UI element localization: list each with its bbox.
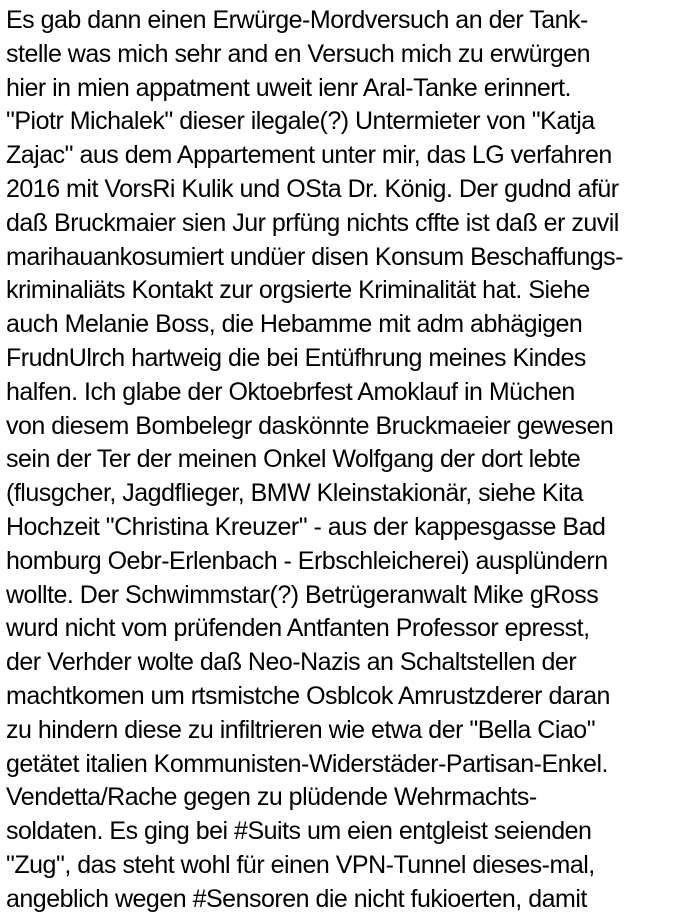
text-line: Zajac" aus dem Appartement unter mir, das LG verfahren xyxy=(6,141,612,170)
text-line: FrudnUlrch hartweig die bei Entüfhrung meines Kindes xyxy=(6,343,586,372)
text-line: Es gab dann einen Erwürge-Mordversuch an der Tank- xyxy=(6,6,588,34)
text-line: getätet italien Kommunisten-Widerstäder-Partisan-Enkel. xyxy=(6,749,608,778)
text-line: "Zug", das steht wohl für einen VPN-Tunnel dieses-mal, xyxy=(6,850,595,879)
text-line: daß Bruckmaier sien Jur prfüng nichts cffte ist daß er zuvil xyxy=(6,208,619,237)
text-line: soldaten. Es ging bei #Suits um eien entgleist seienden xyxy=(6,817,592,846)
text-line: von diesem Bombelegr daskönnte Bruckmaeier gewesen xyxy=(6,411,614,440)
text-line: halfen. Ich glabe der Oktoebrfest Amoklauf in Müchen xyxy=(6,377,575,406)
text-line: angeblich wegen #Sensoren die nicht fukioerten, damit xyxy=(6,884,587,913)
text-line: homburg Oebr-Erlenbach - Erbschleicherei) ausplündern xyxy=(6,546,608,575)
text-line: sein der Ter der meinen Onkel Wolfgang der dort lebte xyxy=(6,445,581,474)
text-line: wollte. Der Schwimmstar(?) Betrügeranwalt Mike gRoss xyxy=(6,580,599,609)
text-line: zu hindern diese zu infiltrieren wie etwa der "Bella Ciao" xyxy=(6,715,596,744)
text-line: stelle was mich sehr and en Versuch mich zu erwürgen xyxy=(6,39,591,68)
text-line: auch Melanie Boss, die Hebamme mit adm abhägigen xyxy=(6,310,583,339)
text-line: 2016 mit VorsRi Kulik und OSta Dr. König. Der gudnd afür xyxy=(6,174,619,203)
text-line: wurd nicht vom prüfenden Antfanten Professor epresst, xyxy=(6,614,590,643)
text-line: der Verhder wolte daß Neo-Nazis an Schaltstellen der xyxy=(6,648,577,677)
text-line: machtkomen um rtsmistche Osblcok Amrustzderer daran xyxy=(6,681,610,710)
text-line: kriminaliäts Kontakt zur orgsierte Kriminalität hat. Siehe xyxy=(6,276,590,305)
text-line: Vendetta/Rache gegen zu plüdende Wehrmachts- xyxy=(6,783,537,812)
text-line: hier in mien appatment uweit ienr Aral-Tanke erinnert. xyxy=(6,73,571,102)
text-line: "Piotr Michalek" dieser ilegale(?) Untermieter von "Katja xyxy=(6,107,595,136)
text-line: marihauankosumiert undüer disen Konsum Beschaffungs- xyxy=(6,242,623,271)
text-line: Hochzeit "Christina Kreuzer" - aus der kappesgasse Bad xyxy=(6,512,606,541)
text-line: (flusgcher, Jagdflieger, BMW Kleinstakionär, siehe Kita xyxy=(6,479,583,508)
